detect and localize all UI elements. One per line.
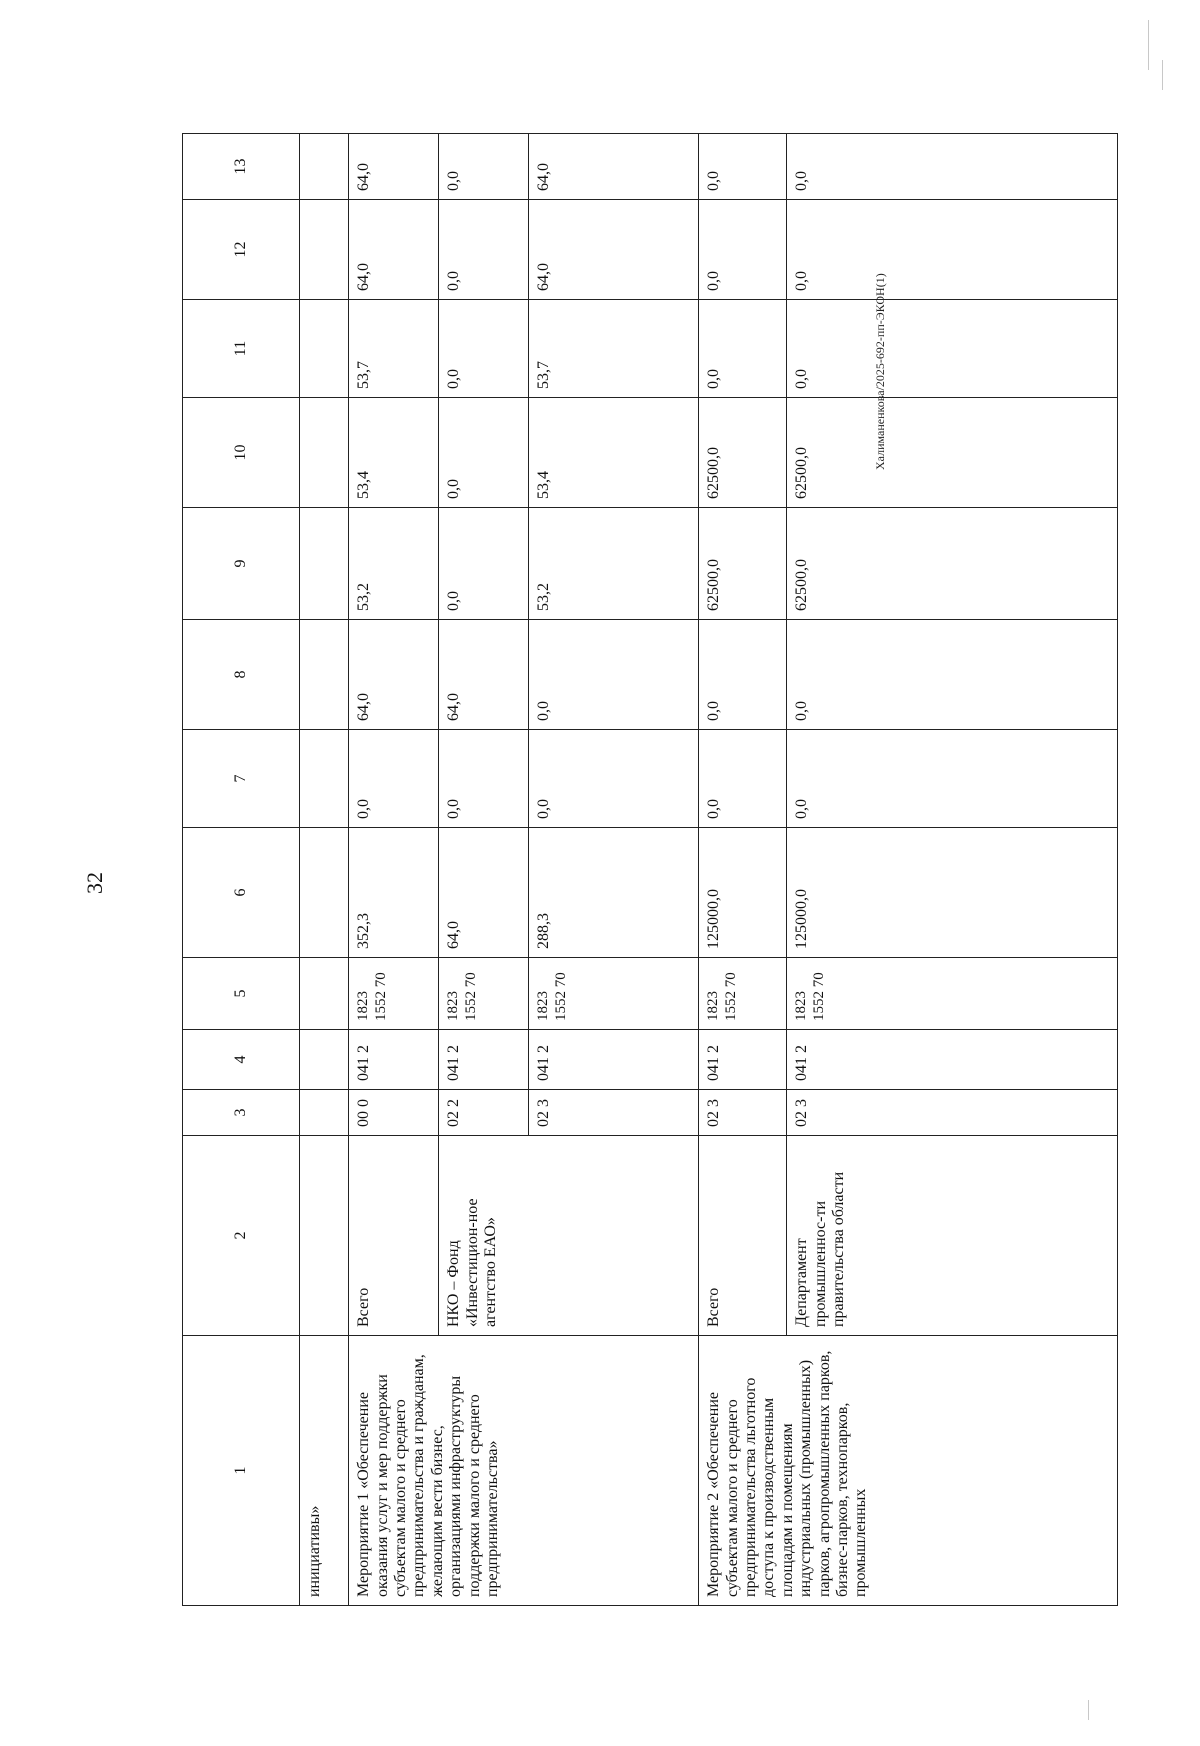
table-cell: 125000,0 [699,828,787,958]
header-cell: 2 [183,1136,300,1336]
table-cell: 0,0 [787,300,1118,398]
table-cell: 0,0 [699,134,787,200]
table-cell: 02 2 [439,1090,529,1136]
scan-edge-mark [1162,60,1163,90]
table-cell: 02 3 [529,1090,699,1136]
table-cell: Всего [349,1136,439,1336]
table-cell: 041 2 [439,1030,529,1090]
table-cell: 53,7 [529,300,699,398]
table-cell: 0,0 [787,200,1118,300]
header-cell: 6 [183,828,300,958]
table-cell: 62500,0 [699,508,787,620]
table-cell: 0,0 [529,730,699,828]
table-cell: 0,0 [439,730,529,828]
table-cell: 1823 1552 70 [787,958,1118,1030]
header-cell: 1 [183,1336,300,1606]
table-cell: 041 2 [529,1030,699,1090]
table-cell [300,134,349,200]
executor-cell: НКО – Фонд «Инвестицион-ное агентство ЕАО» [439,1136,699,1336]
executor-cell: Департамент промышленнос-ти правительства области [787,1136,1118,1336]
table-row [699,134,787,1606]
table-cell: 64,0 [349,200,439,300]
header-cell: 13 [183,134,300,200]
table-cell: 0,0 [787,134,1118,200]
table-cell: 53,2 [529,508,699,620]
header-cell: 9 [183,508,300,620]
table-cell: 1823 1552 70 [699,958,787,1030]
table-cell: 0,0 [699,730,787,828]
budget-table [182,133,1118,1606]
header-cell: 12 [183,200,300,300]
table-cell: 0,0 [439,398,529,508]
table-cell: 62500,0 [787,398,1118,508]
table-cell [300,300,349,398]
table-cell: 0,0 [529,620,699,730]
table-cell [300,1090,349,1136]
table-cell: 53,7 [349,300,439,398]
header-cell: 11 [183,300,300,398]
table-cell: 1823 1552 70 [349,958,439,1030]
table-cell [300,730,349,828]
table-cell: 288,3 [529,828,699,958]
table-cell: 0,0 [787,730,1118,828]
table-cell [300,398,349,508]
table-row [300,134,349,1606]
footer-document-code: Халиманенкова/2025-692-пп-ЭКОН(1) [873,273,887,470]
table-cell [300,958,349,1030]
scan-edge-mark [1088,1700,1089,1720]
table-cell: 64,0 [529,200,699,300]
header-cell: 3 [183,1090,300,1136]
table-cell [300,1030,349,1090]
header-cell: 10 [183,398,300,508]
table-cell: 53,2 [349,508,439,620]
table-cell: 041 2 [699,1030,787,1090]
header-row [183,134,300,1606]
table-cell: 0,0 [699,620,787,730]
table-cell [300,1136,349,1336]
header-cell: 4 [183,1030,300,1090]
table-cell: 0,0 [699,300,787,398]
table-cell: 62500,0 [699,398,787,508]
table-cell: 64,0 [349,134,439,200]
table-cell: Всего [699,1136,787,1336]
table-cell: 0,0 [787,620,1118,730]
activity-name-cell: Мероприятие 2 «Обеспечение субъектам малого и среднего предпринимательства льготного доступа к производственным площадям и помещениям индустриальных (промышленных) парков, агропромышленных парков, бизнес-парков, технопарков, промышленных [699,1336,1118,1606]
rotated-table-container [182,134,1118,1606]
table-cell [300,508,349,620]
table-cell: 0,0 [699,200,787,300]
table-cell: 00 0 [349,1090,439,1136]
table-cell: 125000,0 [787,828,1118,958]
table-cell: 0,0 [349,730,439,828]
table-cell: 0,0 [439,200,529,300]
table-cell: 0,0 [439,134,529,200]
table-cell: 64,0 [439,828,529,958]
table-cell: 64,0 [349,620,439,730]
table-cell: 0,0 [439,300,529,398]
table-cell: 041 2 [787,1030,1118,1090]
page-number: 32 [82,872,107,894]
table-cell: 62500,0 [787,508,1118,620]
table-cell: 041 2 [349,1030,439,1090]
table-cell [300,200,349,300]
table-cell: 1823 1552 70 [529,958,699,1030]
header-cell: 8 [183,620,300,730]
table-cell [300,620,349,730]
activity-name-cell: Мероприятие 1 «Обеспечение оказания услуг и мер поддержки субъектам малого и среднего предпринимательства и гражданам, желающим вести бизнес, организациями инфраструктуры поддержки малого и среднего предпринимательства» [349,1336,699,1606]
table-cell: 02 3 [787,1090,1118,1136]
table-cell: 53,4 [349,398,439,508]
table-cell: 64,0 [439,620,529,730]
table-cell: инициативы» [300,1336,349,1606]
table-cell: 53,4 [529,398,699,508]
table-cell [300,828,349,958]
header-cell: 7 [183,730,300,828]
table-cell: 64,0 [529,134,699,200]
scan-edge-mark [1148,20,1149,70]
table-row [349,134,439,1606]
table-cell: 0,0 [439,508,529,620]
table-cell: 1823 1552 70 [439,958,529,1030]
table-cell: 02 3 [699,1090,787,1136]
header-cell: 5 [183,958,300,1030]
table-cell: 352,3 [349,828,439,958]
